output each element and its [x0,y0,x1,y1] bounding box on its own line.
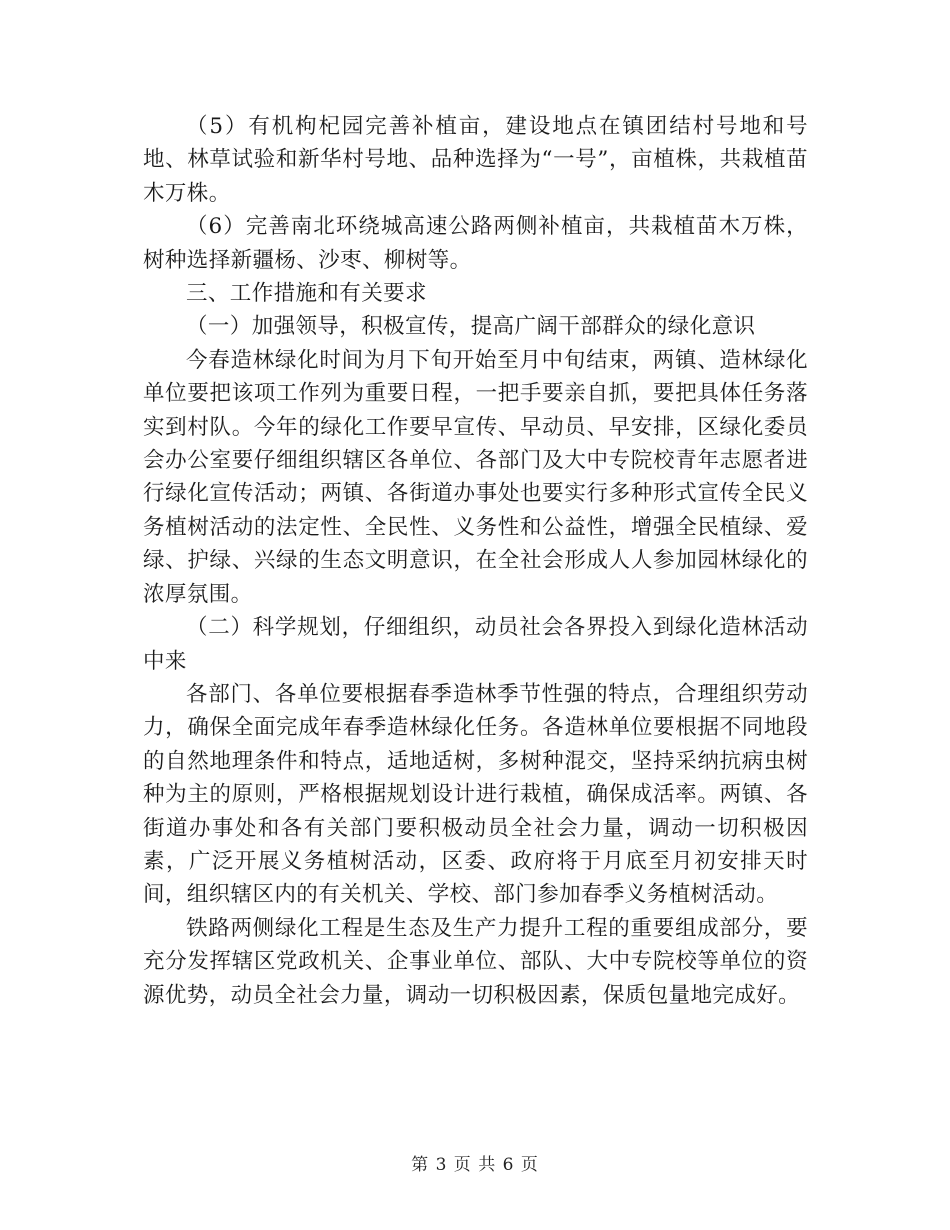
section-heading-measures: 三、工作措施和有关要求 [186,281,427,307]
paragraph-planning: 各部门、各单位要根据春季造林季节性强的特点，合理组织劳动力，确保全面完成年春季造林绿化任务。各造林单位要根据不同地段的自然地理条件和特点，适地适树，多树种混交，坚持采纳抗病虫树种为主的原则，严格根据规划设计进行栽植，确保成活率。两镇、各街道办事处和各有关部门要积极动员全社会力量，调动一切积极因素，广泛开展义务植树活动，区委、政府将于月底至月初安排天时间，组织辖区内的有关机关、学校、部门参加春季义务植树活动。 [143,681,808,908]
paragraph-item-5: （5）有机枸杞园完善补植亩，建设地点在镇团结村号地和号地、林草试验和新华村号地、品种选择为“一号”，亩植株，共栽植苗木万株。 [143,114,808,206]
document-body [143,110,808,1012]
paragraph-leadership: 今春造林绿化时间为月下旬开始至月中旬结束，两镇、造林绿化单位要把该项工作列为重要日程，一把手要亲自抓，要把具体任务落实到村队。今年的绿化工作要早宣传、早动员、早安排，区绿化委员会办公室要仔细组织辖区各单位、各部门及大中专院校青年志愿者进行绿化宣传活动；两镇、各街道办事处也要实行多种形式宣传全民义务植树活动的法定性、全民性、义务性和公益性，增强全民植绿、爱绿、护绿、兴绿的生态文明意识，在全社会形成人人参加园林绿化的浓厚氛围。 [143,347,808,607]
page-number-footer: 第 3 页 共 6 页 [411,1155,539,1175]
paragraph-item-6: （6）完善南北环绕城高速公路两侧补植亩，共栽植苗木万株，树种选择新疆杨、沙枣、柳树等。 [143,214,808,273]
subheading-leadership: （一）加强领导，积极宣传，提高广阔干部群众的绿化意识 [186,314,756,340]
paragraph-railway-greening: 铁路两侧绿化工程是生态及生产力提升工程的重要组成部分，要充分发挥辖区党政机关、企事业单位、部队、大中专院校等单位的资源优势，动员全社会力量，调动一切积极因素，保质包量地完成好。 [143,915,808,1008]
subheading-planning: （二）科学规划，仔细组织，动员社会各界投入到绿化造林活动中来 [143,615,808,674]
